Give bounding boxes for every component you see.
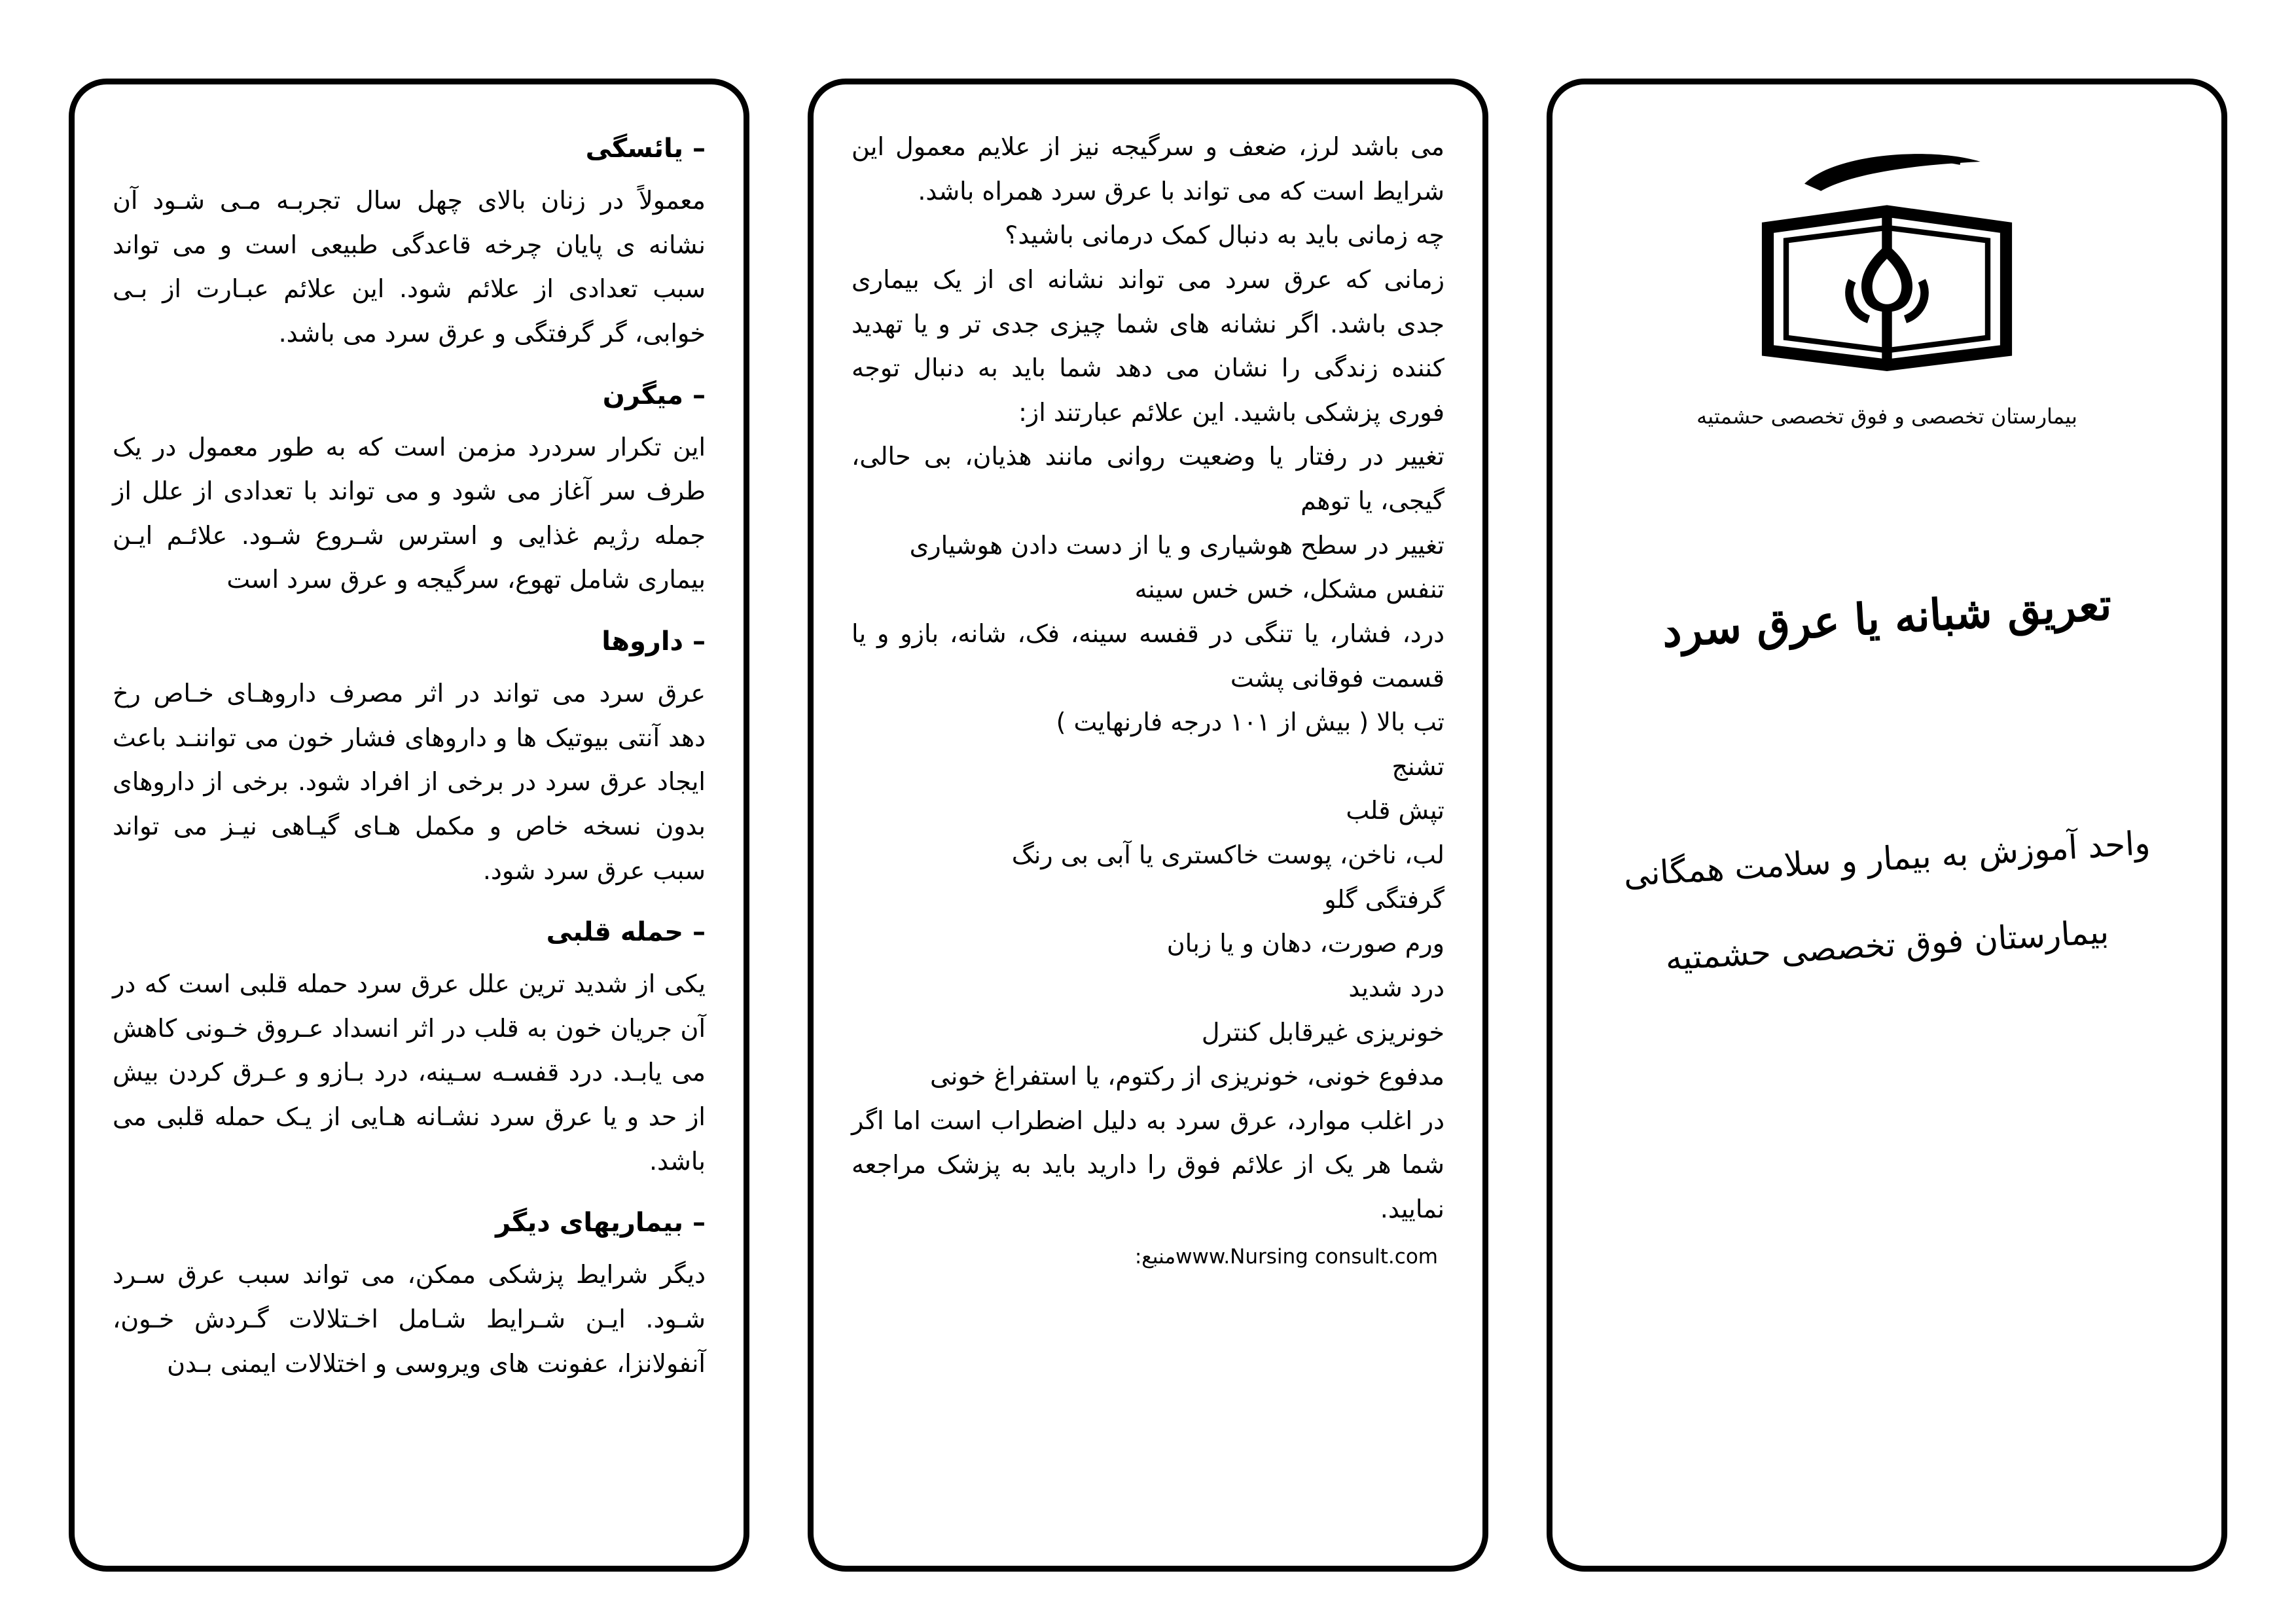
panel-right-content: [69, 79, 749, 1572]
middle-question: چه زمانی باید به دنبال کمک درمانی باشید؟: [1005, 221, 1444, 250]
symptom-item: تب بالا ( بیش از ۱۰۱ درجه فارنهایت ): [1056, 708, 1444, 737]
section-heading-medications: – داروها: [601, 626, 706, 657]
middle-paragraph-1: می باشد لرز، ضعف و سرگیجه نیز از علایم معمول این شرایط است که می تواند با عرق سرد همراه باشد.: [852, 132, 1444, 206]
symptom-item: درد، فشار، یا تنگی در قفسه سینه، فک، شانه، بازو و یا قسمت فوقانی پشت: [852, 619, 1444, 693]
symptom-item: مدفوع خونی، خونریزی از رکتوم، یا استفراغ خونی: [930, 1062, 1444, 1091]
section-text-menopause: معمولاً در زنان بالای چهل سال تجربـه مـی شـود آن نشانه ی پایان چرخه قاعدگی طبیعی است و می تواند سبب تعدادی از علائم شود. این علائم عبـارت از بـی خوابی، گر گرفتگی و عرق سرد می باشد.: [113, 186, 706, 348]
hospital-name-caption: بیمارستان تخصصی و فوق تخصصی حشمتیه: [1696, 404, 2077, 429]
middle-closing-paragraph: در اغلب موارد، عرق سرد به دلیل اضطراب است اما اگر شما هر یک از علائم فوق را دارید باید به پزشک مراجعه نمایید.: [852, 1106, 1444, 1223]
section-text-medications: عرق سرد می تواند در اثر مصرف داروهـای خـاص رخ دهد آنتی بیوتیک ها و داروهای فشار خون می تواننـد باعث ایجاد عرق سرد در برخی از افراد شود. برخی از داروهای بدون نسخه خاص و مکمل هـای گیـاهی نیـز می تواند سبب عرق سرد شود.: [113, 679, 706, 885]
section-heading-other-illnesses: – بیماریهای دیگر: [495, 1208, 706, 1238]
symptom-item: لب، ناخن، پوست خاکستری یا آبی بی رنگ: [1011, 840, 1444, 869]
panel-cover: [1547, 79, 2227, 1572]
section-heading-migraine: – میگرن: [602, 380, 706, 410]
source-credit: [852, 1241, 1444, 1274]
section-heading-menopause: – یائسگی: [585, 134, 706, 164]
section-text-migraine: این تکرار سردرد مزمن است که به طور معمول در یک طرف سر آغاز می شود و می تواند با تعدادی از علل از جمله رژیم غذایی و استرس شـروع شـود. علائـم ایـن بیماری شامل تهوع، سرگیجه و عرق سرد است: [113, 432, 706, 594]
cover-subtitle-hospital: بیمارستان فوق تخصصی حشمتیه: [1664, 912, 2110, 978]
source-label: منبع:: [1134, 1244, 1176, 1269]
symptom-item: خونریزی غیرقابل کنترل: [1201, 1017, 1444, 1047]
symptom-item: تپش قلب: [1346, 796, 1444, 825]
symptom-item: گرفتگی گلو: [1324, 884, 1444, 914]
cover-title: تعریق شبانه یا عرق سرد: [1660, 579, 2113, 657]
cover-subtitle-department: واحد آموزش به بیمار و سلامت همگانی: [1623, 823, 2151, 894]
middle-paragraph-3: زمانی که عرق سرد می تواند نشانه ای از یک بیماری جدی باشد. اگر نشانه های شما چیزی جدی تر و یا تهدید کننده زندگی را نشان می دهد شما باید به دنبال توجه فوری پزشکی باشید. این علائم عبارتند از:: [852, 264, 1444, 427]
section-text-heart-attack: یکی از شدید ترین علل عرق سرد حمله قلبی است که در آن جریان خون به قلب در اثر انسداد عـروق خـونی کاهش می یابـد. درد قفسـه سـینه، درد بـازو و عـرق کردن بیش از حد و یا عرق سرد نشـانه هـایی از یـک حمله قلبی می باشد.: [113, 969, 706, 1176]
source-url: www.Nursing consult.com: [1175, 1244, 1438, 1269]
hospital-open-book-logo-icon: [1749, 143, 2024, 382]
symptom-item: درد شدید: [1348, 973, 1444, 1002]
panel-middle-content: [808, 79, 1488, 1572]
symptom-item: ورم صورت، دهان و یا زبان: [1166, 929, 1444, 958]
section-text-other-illnesses: دیگر شرایط پزشکی ممکن، می تواند سبب عرق سـرد شـود. ایـن شـرایط شـامل اخـتلالات گـردش خـون، آنفولانزا، عفونت های ویروسی و اختلالات ایمنی بـدن: [113, 1260, 706, 1378]
symptom-item: تشنج: [1391, 751, 1444, 781]
symptom-item: تنفس مشکل، خس خس سینه: [1134, 575, 1444, 604]
symptom-item: تغییر در سطح هوشیاری و یا از دست دادن هوشیاری: [909, 530, 1444, 560]
section-heading-heart-attack: – حمله قلبی: [546, 917, 706, 948]
symptom-item: تغییر در رفتار یا وضعیت روانی مانند هذیان، بی حالی، گیجی، یا توهم: [852, 442, 1444, 515]
